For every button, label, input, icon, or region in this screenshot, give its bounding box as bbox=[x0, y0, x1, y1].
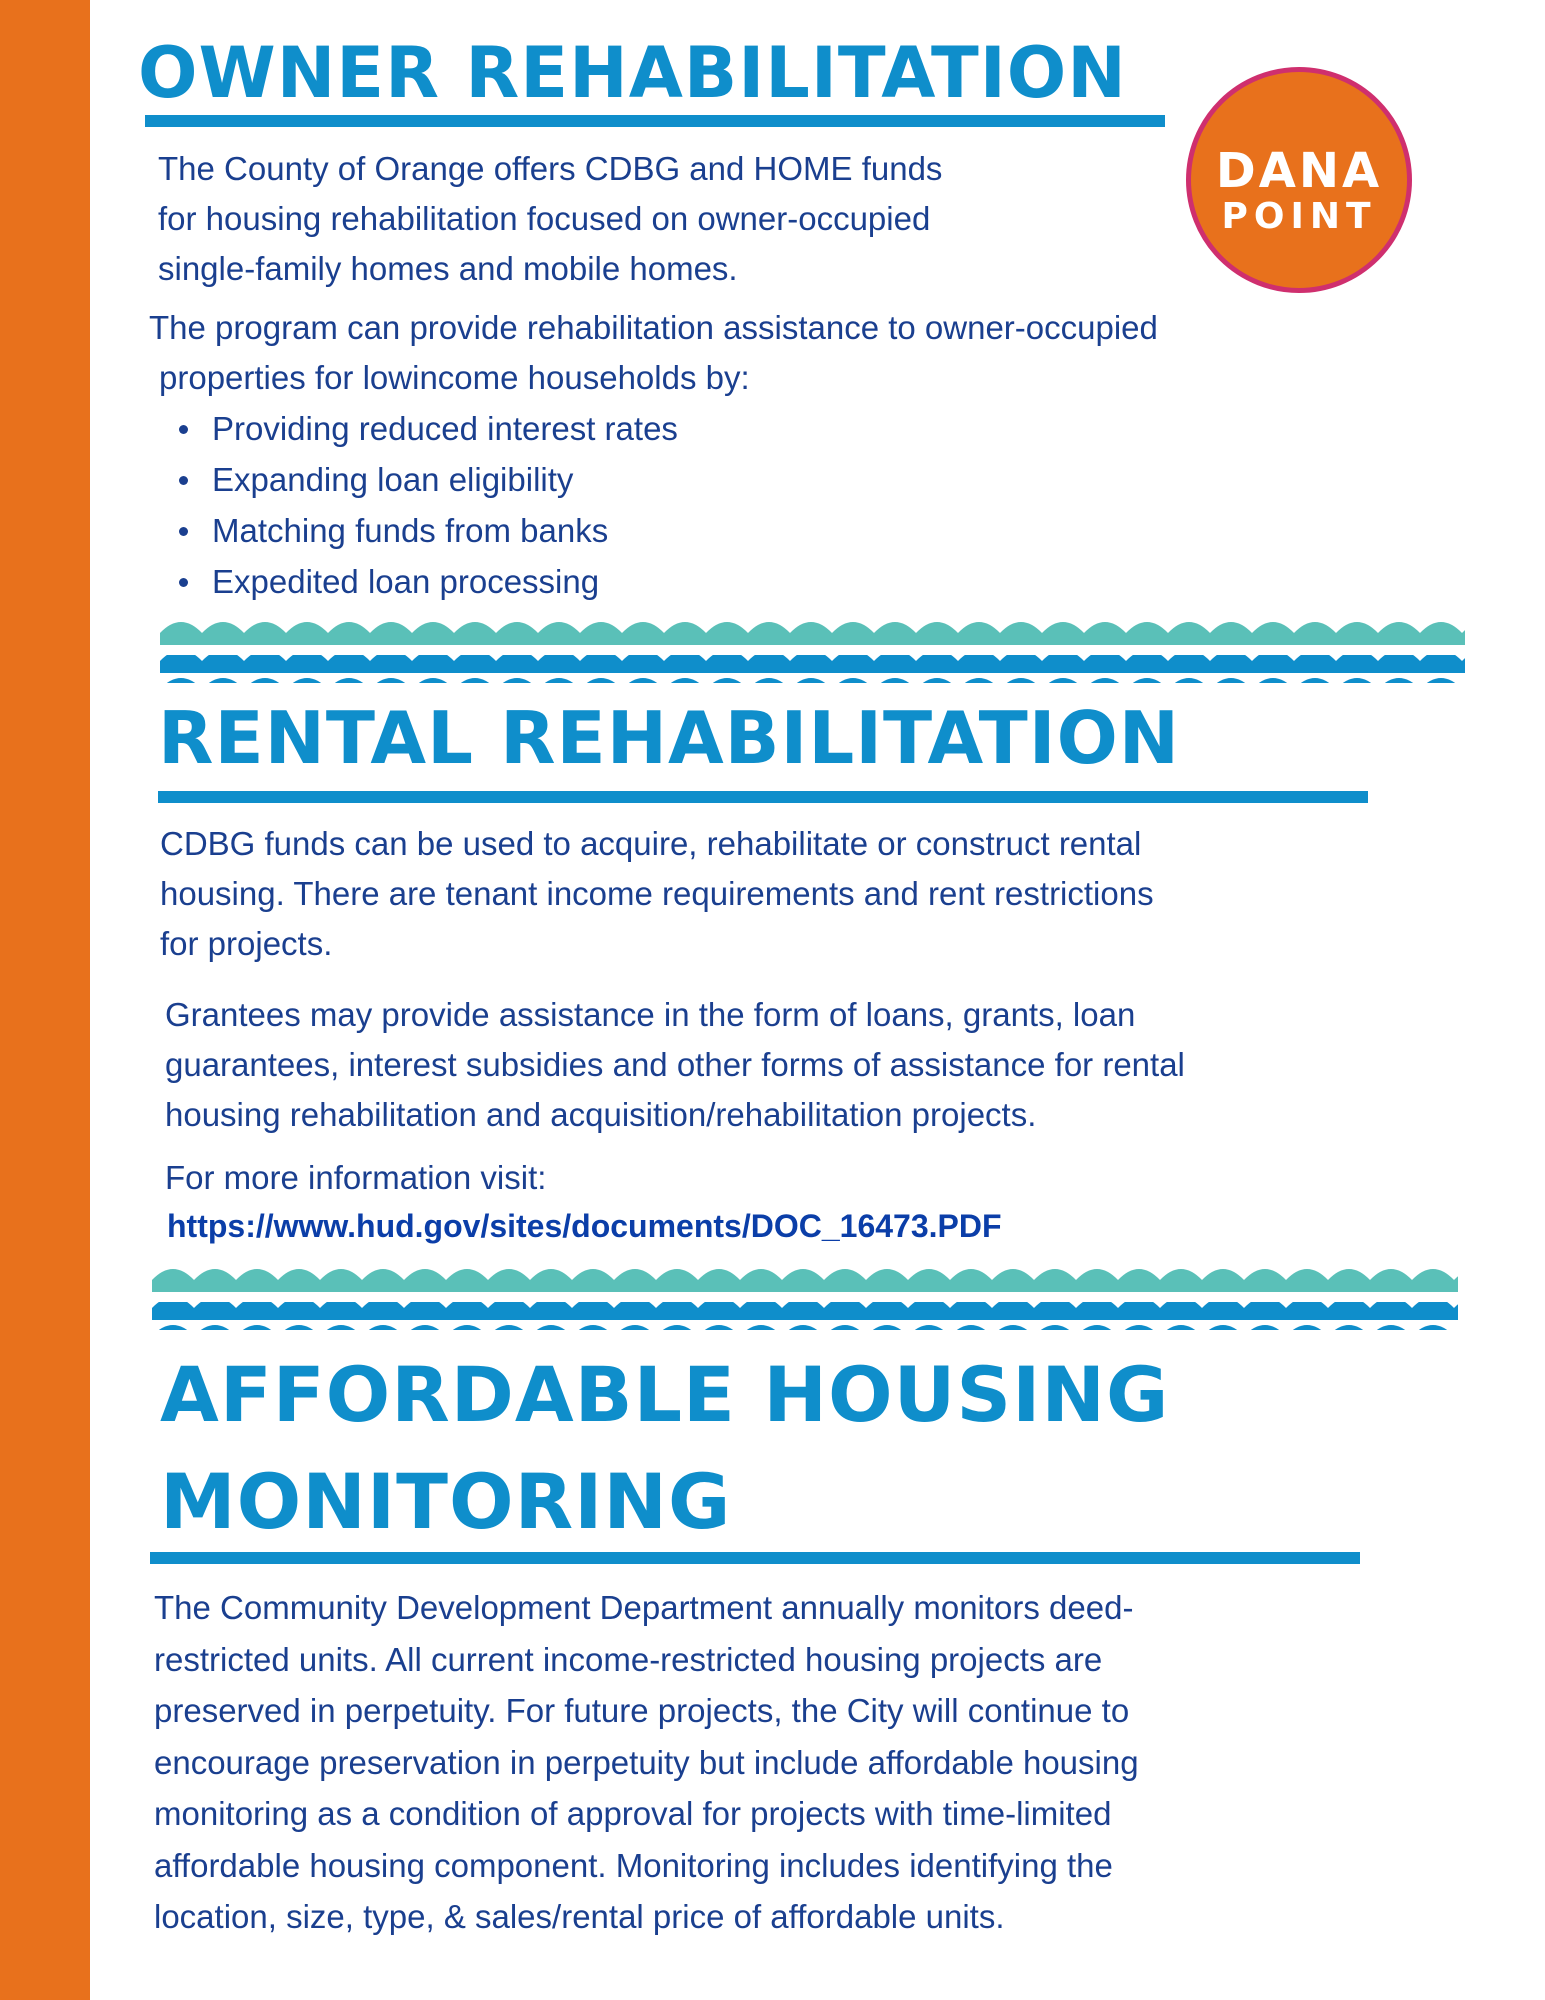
owner-program-paragraph: The program can provide rehabilitation assistance to owner-occupied properties for lowincome households by: bbox=[149, 309, 1158, 396]
owner-rehab-heading: OWNER REHABILITATION bbox=[138, 32, 1127, 114]
list-item: Expanding loan eligibility bbox=[158, 454, 678, 505]
logo-text-point: POINT bbox=[1221, 196, 1377, 237]
rental-rehab-heading: RENTAL REHABILITATION bbox=[158, 696, 1181, 780]
monitoring-heading-line-1: AFFORDABLE HOUSING bbox=[160, 1350, 1170, 1439]
hud-document-link[interactable]: https://www.hud.gov/sites/documents/DOC_16473.PDF bbox=[167, 1208, 1002, 1244]
monitoring-heading-rule bbox=[150, 1552, 1360, 1564]
logo-text-dana: DANA bbox=[1215, 143, 1383, 199]
list-item: Providing reduced interest rates bbox=[158, 403, 678, 454]
owner-heading-rule bbox=[145, 115, 1165, 127]
rental-paragraph-2: Grantees may provide assistance in the form of loans, grants, loan guarantees, interest subsidies and other forms of assistance for rental housing rehabilitation and acquisition/rehabilitation projects. bbox=[165, 996, 1185, 1133]
rental-paragraph-1: CDBG funds can be used to acquire, rehabilitate or construct rental housing. There are tenant income requirements and rent restrictions for projects. bbox=[160, 825, 1154, 962]
rental-heading-rule bbox=[158, 791, 1368, 803]
monitoring-heading-line-2: MONITORING bbox=[160, 1457, 732, 1546]
list-item: Matching funds from banks bbox=[158, 505, 678, 556]
wave-divider bbox=[160, 617, 1465, 693]
list-item: Expedited loan processing bbox=[158, 556, 678, 607]
owner-intro-paragraph: The County of Orange offers CDBG and HOME funds for housing rehabilitation focused on owner-occupied single-family homes and mobile homes. bbox=[158, 150, 943, 287]
owner-bullet-list bbox=[158, 403, 678, 607]
dana-point-logo bbox=[1186, 67, 1412, 293]
orange-sidebar bbox=[0, 0, 90, 2000]
monitoring-paragraph: The Community Development Department annually monitors deed- restricted units. All current income-restricted housing projects are preserved in perpetuity. For future projects, the City will continue to encourage preservation in perpetuity but include affordable housing monitoring as a condition of approval for projects with time-limited affordable housing component. Monitoring includes identifying the location, size, type, & sales/rental price of affordable units. bbox=[154, 1589, 1139, 1935]
wave-divider bbox=[152, 1264, 1458, 1340]
more-info-text: For more information visit: bbox=[165, 1159, 547, 1196]
